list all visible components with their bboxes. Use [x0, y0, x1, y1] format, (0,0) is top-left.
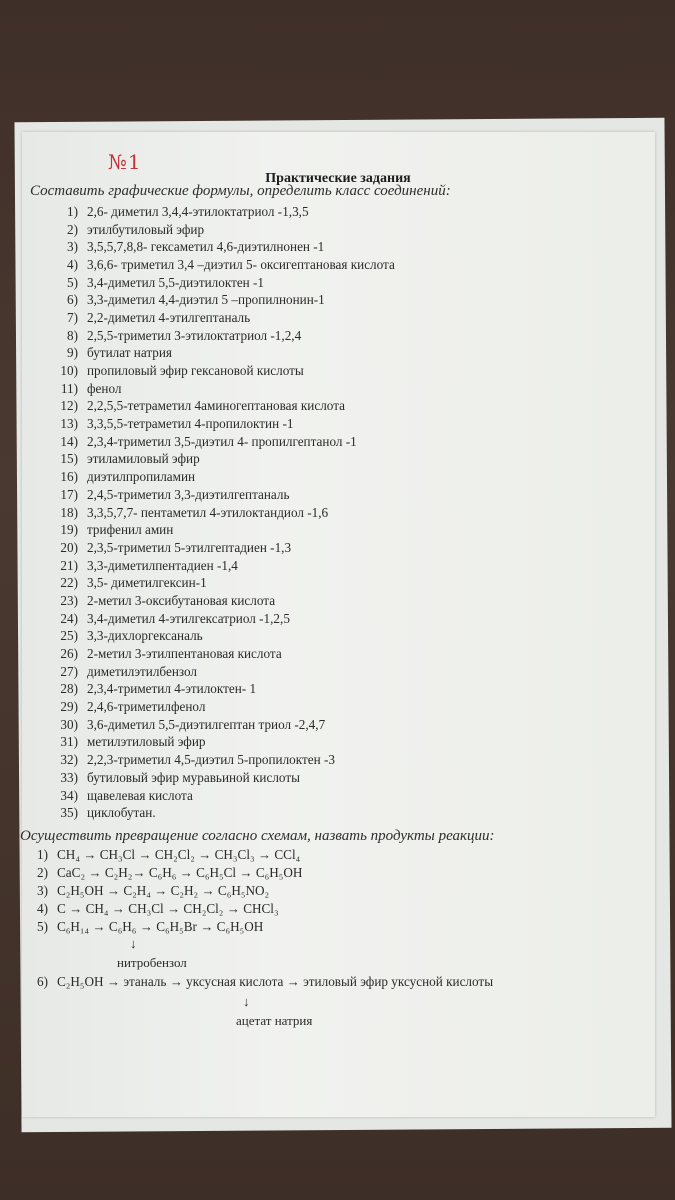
task-text: фенол	[87, 380, 122, 396]
task-text: трифенил амин	[87, 522, 174, 538]
reaction-scheme: C₂H₅OH → C₂H₄ → C₂H₂ → C₆H₅NO₂	[57, 883, 270, 898]
reaction-item	[10, 901, 279, 917]
task-text: 3,6,6- триметил 3,4 –диэтил 5- оксигептановая кислота	[87, 256, 395, 272]
task-number: 28)	[60, 681, 78, 697]
task-number: 14)	[60, 433, 78, 449]
task-number: 8)	[67, 327, 78, 343]
task-item	[42, 256, 395, 274]
task-text: 2,3,4-триметил 3,5-диэтил 4- пропилгептанол -1	[87, 433, 357, 449]
task-number: 26)	[60, 646, 78, 662]
task-text: 2,3,4-триметил 4-этилоктен- 1	[87, 681, 257, 697]
task-text: 3,4-диметил 5,5-диэтилоктен -1	[87, 274, 265, 290]
task-text: 2,4,5-триметил 3,3-диэтилгептаналь	[87, 486, 290, 502]
branch-arrow: ↓	[130, 936, 137, 951]
task-text: 3,4-диметил 4-этилгексатриол -1,2,5	[87, 610, 290, 626]
task-number: 3)	[67, 239, 78, 255]
task-number: 11)	[60, 380, 78, 396]
task-text: 2,4,6-триметилфенол	[87, 699, 206, 715]
task-number: 5)	[67, 274, 78, 290]
task-text: 2,3,5-триметил 5-этилгептадиен -1,3	[87, 539, 292, 555]
task-text: этиламиловый эфир	[87, 451, 200, 467]
task-number: 19)	[60, 522, 78, 538]
reaction-scheme: C₂H₅OH → этаналь → уксусная кислота → этиловый эфир уксусной кислоты	[57, 974, 494, 989]
task-number: 32)	[60, 752, 78, 768]
task-item	[42, 681, 395, 699]
task-item	[42, 380, 395, 398]
task-item	[42, 539, 395, 557]
task-number: 2)	[67, 221, 78, 237]
task-text: пропиловый эфир гексановой кислоты	[87, 363, 304, 379]
task-item	[42, 645, 395, 663]
reaction-number: 3)	[37, 883, 48, 898]
task-number: 4)	[67, 256, 78, 272]
handwritten-note: №1	[108, 150, 142, 174]
task-item	[42, 751, 395, 769]
task-text: диметилэтилбензол	[87, 663, 198, 679]
task-item	[42, 521, 395, 539]
task-item	[42, 628, 395, 646]
task-item	[42, 451, 395, 469]
task-number: 24)	[60, 610, 78, 626]
task-item	[42, 663, 395, 681]
task-number: 27)	[60, 663, 78, 679]
task-text: метилэтиловый эфир	[87, 734, 206, 750]
task-item	[42, 592, 395, 610]
task-item	[42, 716, 395, 734]
task-item	[42, 203, 395, 221]
task-item	[42, 557, 395, 575]
task-text: 2,6- диметил 3,4,4-этилоктатриол -1,3,5	[87, 203, 309, 219]
task-text: 2,5,5-триметил 3-этилоктатриол -1,2,4	[87, 327, 302, 343]
task-item	[42, 398, 395, 416]
task-number: 29)	[60, 699, 78, 715]
task-item	[42, 574, 395, 592]
branch-product: нитробензол	[117, 955, 187, 970]
task-item	[42, 787, 395, 805]
task-text: 2,2-диметил 4-этилгептаналь	[87, 309, 251, 325]
task-number: 16)	[60, 469, 78, 485]
task-item	[42, 415, 395, 433]
task-item	[42, 734, 395, 752]
page-title: Практические задания	[265, 171, 411, 186]
task-number: 31)	[60, 734, 78, 750]
task-text: 2,2,3-триметил 4,5-диэтил 5-пропилоктен -3	[87, 752, 335, 768]
task-number: 12)	[60, 398, 78, 414]
task-text: 3,6-диметил 5,5-диэтилгептан триол -2,4,7	[87, 716, 326, 732]
task-item	[42, 221, 395, 239]
task-number: 30)	[60, 716, 78, 732]
reaction-item	[10, 883, 269, 899]
task-text: 2-метил 3-оксибутановая кислота	[87, 592, 276, 608]
task-item	[42, 804, 395, 822]
task-text: бутиловый эфир муравьиной кислоты	[87, 769, 300, 785]
task-number: 17)	[60, 486, 78, 502]
reaction-scheme: CH₄ → CH₃Cl → CH₂Cl₂ → CH₃Cl₃ → CCl₄	[57, 847, 301, 862]
task-text: 3,3-дихлоргексаналь	[87, 628, 203, 644]
task-item	[42, 362, 395, 380]
task-number: 22)	[60, 575, 78, 591]
reaction-scheme: CaC₂ → C₂H₂→ C₆H₆ → C₆H₅Cl → C₆H₅OH	[57, 865, 303, 880]
task-text: 3,3-диметилпентадиен -1,4	[87, 557, 238, 573]
task-item	[42, 468, 395, 486]
task-item	[42, 698, 395, 716]
instruction-reactions: Осуществить превращение согласно схемам, назвать продукты реакции:	[20, 828, 495, 844]
reaction-scheme: C → CH₄ → CH₃Cl → CH₂Cl₂ → CHCl₃	[57, 901, 279, 916]
task-number: 1)	[67, 203, 78, 219]
task-list	[42, 203, 395, 822]
task-text: бутилат натрия	[87, 345, 172, 361]
reaction-number: 2)	[37, 865, 48, 880]
task-number: 18)	[60, 504, 78, 520]
reaction-scheme: C₆H₁₄ → C₆H₆ → C₆H₅Br → C₆H₅OH	[57, 919, 264, 934]
reaction-item	[10, 847, 300, 863]
task-text: циклобутан.	[87, 805, 156, 821]
branch-arrow: ↓	[243, 994, 250, 1009]
task-text: щавелевая кислота	[87, 787, 193, 803]
task-number: 20)	[60, 539, 78, 555]
branch-product: ацетат натрия	[236, 1013, 313, 1028]
task-item	[42, 769, 395, 787]
task-item	[42, 610, 395, 628]
task-number: 25)	[60, 628, 78, 644]
task-text: 3,3,5,7,7- пентаметил 4-этилоктандиол -1,6	[87, 504, 329, 520]
reaction-number: 6)	[37, 974, 48, 989]
reaction-number: 4)	[37, 901, 48, 916]
task-text: этилбутиловый эфир	[87, 221, 205, 237]
task-number: 13)	[60, 416, 78, 432]
task-text: 3,5,5,7,8,8- гексаметил 4,6-диэтилнонен -1	[87, 239, 325, 255]
task-number: 10)	[60, 363, 78, 379]
task-item	[42, 291, 395, 309]
reaction-item	[10, 865, 302, 881]
task-text: диэтилпропиламин	[87, 469, 196, 485]
task-item	[42, 486, 395, 504]
task-number: 6)	[67, 292, 78, 308]
task-number: 33)	[60, 769, 78, 785]
task-text: 3,3-диметил 4,4-диэтил 5 –пропилнонин-1	[87, 292, 325, 308]
task-text: 2,2,5,5-тетраметил 4аминогептановая кислота	[87, 398, 345, 414]
task-number: 35)	[60, 805, 78, 821]
task-item	[42, 504, 395, 522]
task-number: 34)	[60, 787, 78, 803]
task-number: 23)	[60, 592, 78, 608]
task-item	[42, 327, 395, 345]
task-item	[42, 433, 395, 451]
reaction-number: 1)	[37, 847, 48, 862]
instruction-formulas: Составить графические формулы, определить класс соединений:	[30, 183, 451, 199]
task-number: 7)	[67, 309, 78, 325]
reaction-item	[10, 974, 493, 990]
task-number: 9)	[67, 345, 78, 361]
reaction-number: 5)	[37, 919, 48, 934]
task-text: 3,3,5,5-тетраметил 4-пропилоктин -1	[87, 416, 294, 432]
task-number: 21)	[60, 557, 78, 573]
task-item	[42, 345, 395, 363]
task-item	[42, 274, 395, 292]
task-item	[42, 238, 395, 256]
task-text: 3,5- диметилгексин-1	[87, 575, 207, 591]
reaction-item	[10, 919, 263, 935]
task-text: 2-метил 3-этилпентановая кислота	[87, 646, 282, 662]
task-number: 15)	[60, 451, 78, 467]
task-item	[42, 309, 395, 327]
